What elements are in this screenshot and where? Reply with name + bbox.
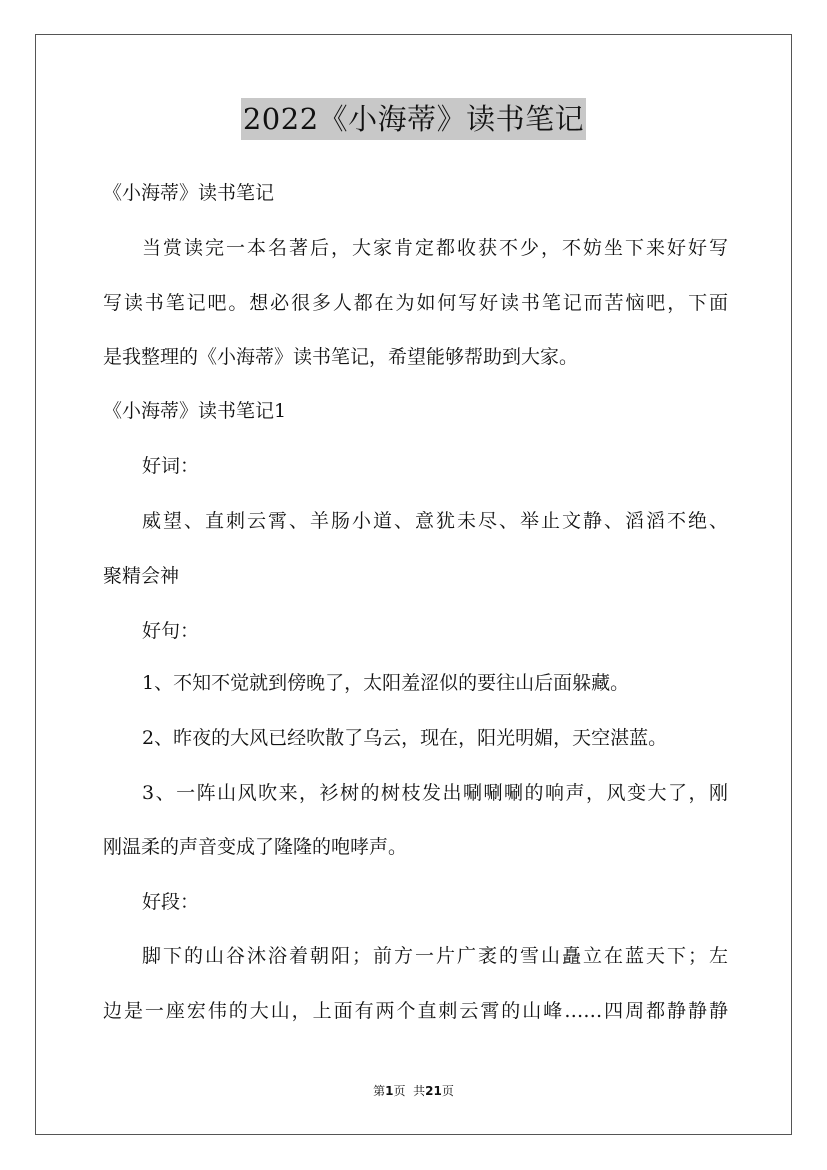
paragraph-line: 刚温柔的声音变成了隆隆的咆哮声。 bbox=[103, 836, 408, 858]
paragraph-line: 2、昨夜的大风已经吹散了乌云，现在，阳光明媚，天空湛蓝。 bbox=[142, 727, 668, 749]
paragraph-line: 是我整理的《小海蒂》读书笔记，希望能够帮助到大家。 bbox=[103, 346, 579, 368]
paragraph-line: 脚下的山谷沐浴着朝阳；前方一片广袤的雪山矗立在蓝天下；左 bbox=[142, 945, 728, 967]
document-title: 2022《小海蒂》读书笔记 bbox=[241, 98, 586, 140]
footer-total-pages: 21 bbox=[425, 1084, 442, 1098]
footer-page-suffix: 页 bbox=[393, 1084, 406, 1098]
title-container bbox=[0, 98, 827, 140]
label-good-words: 好词： bbox=[142, 455, 200, 477]
paragraph-line: 写读书笔记吧。想必很多人都在为如何写好读书笔记而苦恼吧，下面 bbox=[103, 292, 728, 314]
page-footer bbox=[0, 1083, 827, 1099]
paragraph-line: 聚精会神 bbox=[103, 565, 180, 587]
paragraph-line: 边是一座宏伟的大山，上面有两个直刺云霄的山峰……四周都静静静 bbox=[103, 1000, 728, 1022]
footer-page-number: 1 bbox=[385, 1084, 394, 1098]
paragraph-line: 3、一阵山风吹来，衫树的树枝发出唰唰唰的响声，风变大了，刚 bbox=[142, 782, 728, 804]
footer-total-suffix: 页 bbox=[441, 1084, 454, 1098]
label-good-sentences: 好句： bbox=[142, 620, 200, 642]
paragraph-line: 1、不知不觉就到傍晚了，太阳羞涩似的要往山后面躲藏。 bbox=[142, 672, 630, 694]
paragraph-line: 当赏读完一本名著后，大家肯定都收获不少，不妨坐下来好好写 bbox=[142, 237, 728, 259]
label-good-paragraphs: 好段： bbox=[142, 891, 200, 913]
paragraph-line: 威望、直刺云霄、羊肠小道、意犹未尽、举止文静、滔滔不绝、 bbox=[142, 510, 728, 532]
footer-prefix: 第 bbox=[373, 1084, 386, 1098]
footer-total-prefix: 共 bbox=[413, 1084, 426, 1098]
subtitle-line: 《小海蒂》读书笔记 bbox=[103, 182, 275, 204]
section-heading: 《小海蒂》读书笔记1 bbox=[103, 400, 287, 422]
